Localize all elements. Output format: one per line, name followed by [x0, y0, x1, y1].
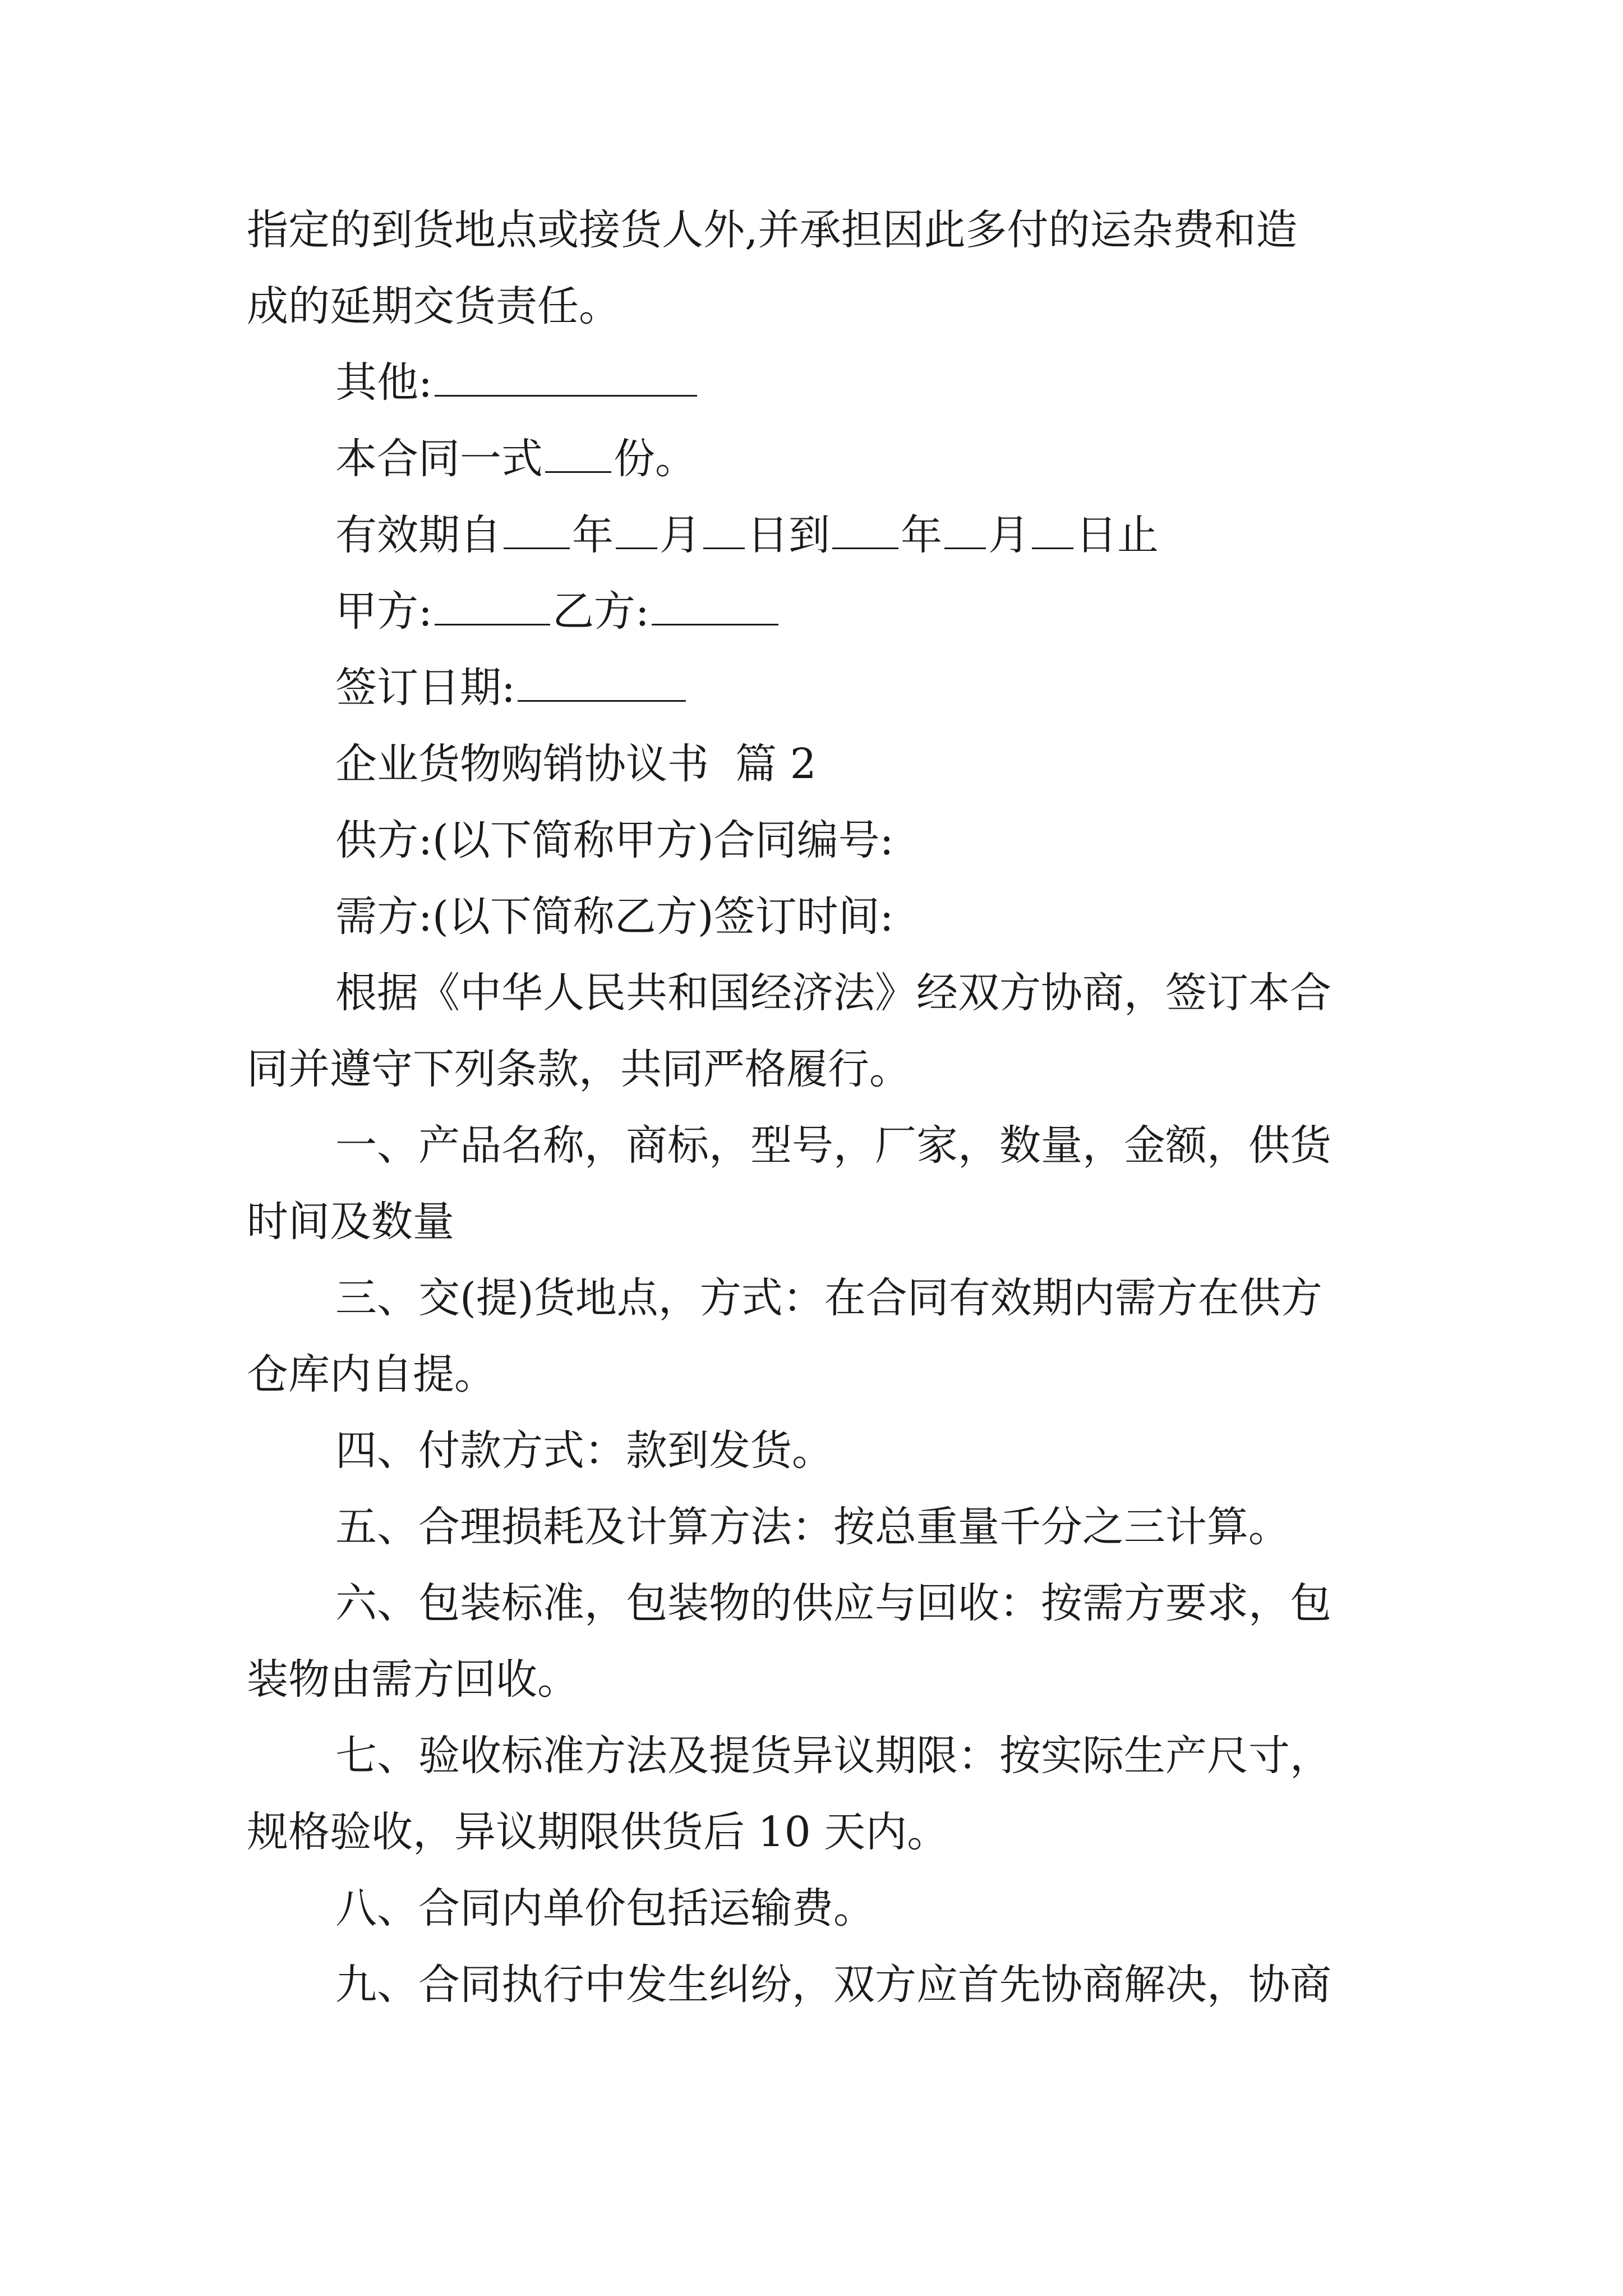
section-title: 企业货物购销协议书 篇 2	[335, 740, 817, 788]
clause-3-cont: 仓库内自提。	[247, 1350, 496, 1398]
clause-7-cont: 规格验收，异议期限供货后 10 天内。	[247, 1808, 949, 1856]
document-page	[247, 192, 1396, 2023]
clause-9: 九、合同执行中发生纠纷，双方应首先协商解决，协商	[335, 1961, 1331, 2009]
start-day-blank[interactable]	[703, 513, 745, 549]
clause-4: 四、付款方式：款到发货。	[335, 1427, 833, 1475]
clause-7: 七、验收标准方法及提货异议期限：按实际生产尺寸，	[335, 1732, 1331, 1780]
clause-3: 三、交(提)货地点，方式：在合同有效期内需方在供方	[335, 1274, 1322, 1322]
paragraph-line: 同并遵守下列条款，共同严格履行。	[247, 1045, 911, 1093]
party-b-blank[interactable]	[652, 589, 778, 625]
clause-6: 六、包装标准，包装物的供应与回收：按需方要求，包	[335, 1579, 1331, 1627]
clause-1-cont: 时间及数量	[247, 1198, 454, 1246]
parties-field: 甲方: 乙方:	[247, 573, 1396, 650]
other-field: 其他:	[247, 344, 1396, 421]
start-month-blank[interactable]	[616, 513, 657, 549]
validity-field: 有效期自 年 月 日到 年 月 日止	[335, 511, 1159, 559]
start-year-blank[interactable]	[504, 513, 570, 549]
copies-blank[interactable]	[545, 436, 611, 473]
paragraph-line: 指定的到货地点或接货人外,并承担因此多付的运杂费和造	[247, 206, 1298, 254]
party-a-blank[interactable]	[435, 589, 550, 625]
end-day-blank[interactable]	[1032, 513, 1073, 549]
sign-date-field: 签订日期:	[247, 650, 1396, 726]
clause-6-cont: 装物由需方回收。	[247, 1655, 579, 1704]
end-month-blank[interactable]	[944, 513, 986, 549]
buyer-line: 需方:(以下简称乙方)签订时间:	[335, 892, 894, 941]
paragraph-line: 根据《中华人民共和国经济法》经双方协商，签订本合	[335, 969, 1331, 1017]
sign-date-blank[interactable]	[518, 665, 686, 702]
clause-5: 五、合理损耗及计算方法：按总重量千分之三计算。	[335, 1503, 1290, 1551]
paragraph-line: 成的延期交货责任。	[247, 282, 620, 330]
end-year-blank[interactable]	[832, 513, 898, 549]
other-blank[interactable]	[435, 360, 697, 397]
clause-1: 一、产品名称，商标，型号，厂家，数量，金额，供货	[335, 1121, 1331, 1170]
supplier-line: 供方:(以下简称甲方)合同编号:	[335, 816, 894, 864]
copies-field: 本合同一式 份。	[335, 435, 697, 483]
clause-8: 八、合同内单价包括运输费。	[335, 1884, 875, 1932]
